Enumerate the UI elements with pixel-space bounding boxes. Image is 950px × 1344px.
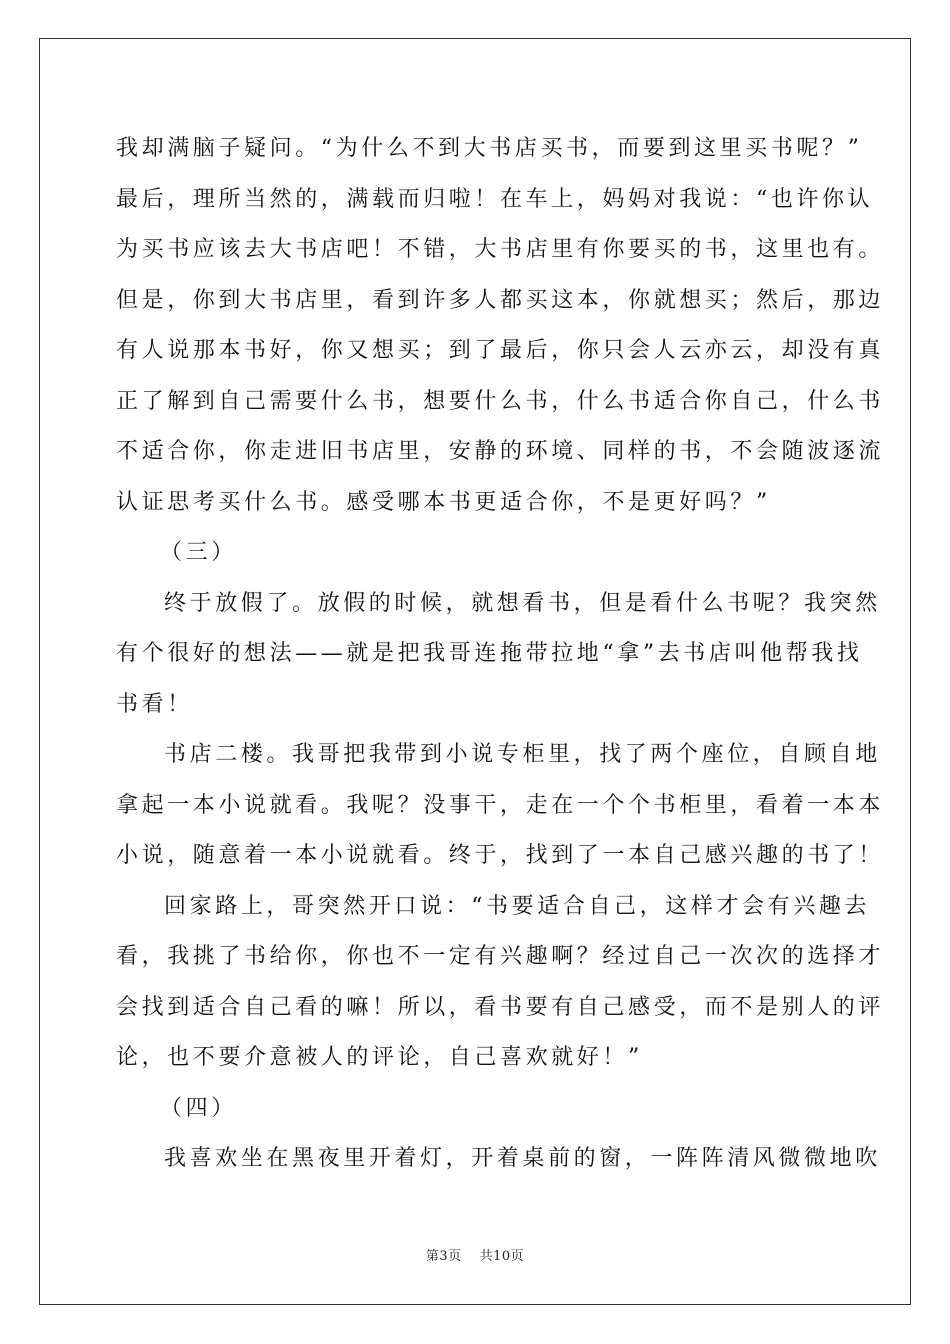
paragraph-start: 终于放假了。放假的时候，就想看书，但是看什么书呢？我突然: [164, 590, 881, 616]
text-line: 论，也不要介意被人的评论，自己喜欢就好！”: [116, 1045, 643, 1070]
text-line: 小说，随意着一本小说就看。终于，找到了一本自己感兴趣的书了！: [116, 843, 885, 868]
page-footer: [0, 1245, 950, 1264]
text-line: 我却满脑子疑问。“为什么不到大书店买书，而要到这里买书呢？”: [116, 136, 863, 161]
text-line: 正了解到自己需要什么书，想要什么书，什么书适合你自己，什么书: [116, 388, 885, 414]
text-line: 拿起一本小说就看。我呢？没事干，走在一个个书柜里，看着一本本: [116, 792, 885, 818]
paragraph-start: 回家路上，哥突然开口说：“书要适合自己，这样才会有兴趣去: [164, 893, 871, 919]
text-line: 不适合你，你走进旧书店里，安静的环境、同样的书，不会随波逐流: [116, 439, 885, 464]
text-line: 书看！: [116, 691, 193, 717]
page-number: 第3页: [425, 1249, 462, 1264]
text-line: 有人说那本书好，你又想买；到了最后，你只会人云亦云，却没有真: [116, 338, 885, 363]
section-heading-three: （三）: [160, 540, 237, 565]
document-body: [116, 124, 885, 1185]
text-line: 有个很好的想法——就是把我哥连拖带拉地“拿”去书店叫他帮我找: [116, 641, 863, 666]
page-total: 共10页: [479, 1249, 525, 1264]
section-heading-four: （四）: [160, 1095, 237, 1121]
text-line: 最后，理所当然的，满载而归啦！在车上，妈妈对我说：“也许你认: [116, 186, 874, 212]
text-line: 看，我挑了书给你，你也不一定有兴趣啊？经过自己一次次的选择才: [116, 944, 885, 969]
paragraph-start: 书店二楼。我哥把我带到小说专柜里，找了两个座位，自顾自地: [164, 742, 881, 767]
text-line: 认证思考买什么书。感受哪本书更适合你，不是更好吗？”: [116, 489, 771, 515]
text-line: 会找到适合自己看的嘛！所以，看书要有自己感受，而不是别人的评: [116, 994, 885, 1020]
paragraph-start: 我喜欢坐在黑夜里开着灯，开着桌前的窗，一阵阵清风微微地吹: [164, 1146, 881, 1171]
text-line: 为买书应该去大书店吧！不错，大书店里有你要买的书，这里也有。: [116, 237, 885, 262]
text-line: 但是，你到大书店里，看到许多人都买这本，你就想买；然后，那边: [116, 287, 885, 313]
